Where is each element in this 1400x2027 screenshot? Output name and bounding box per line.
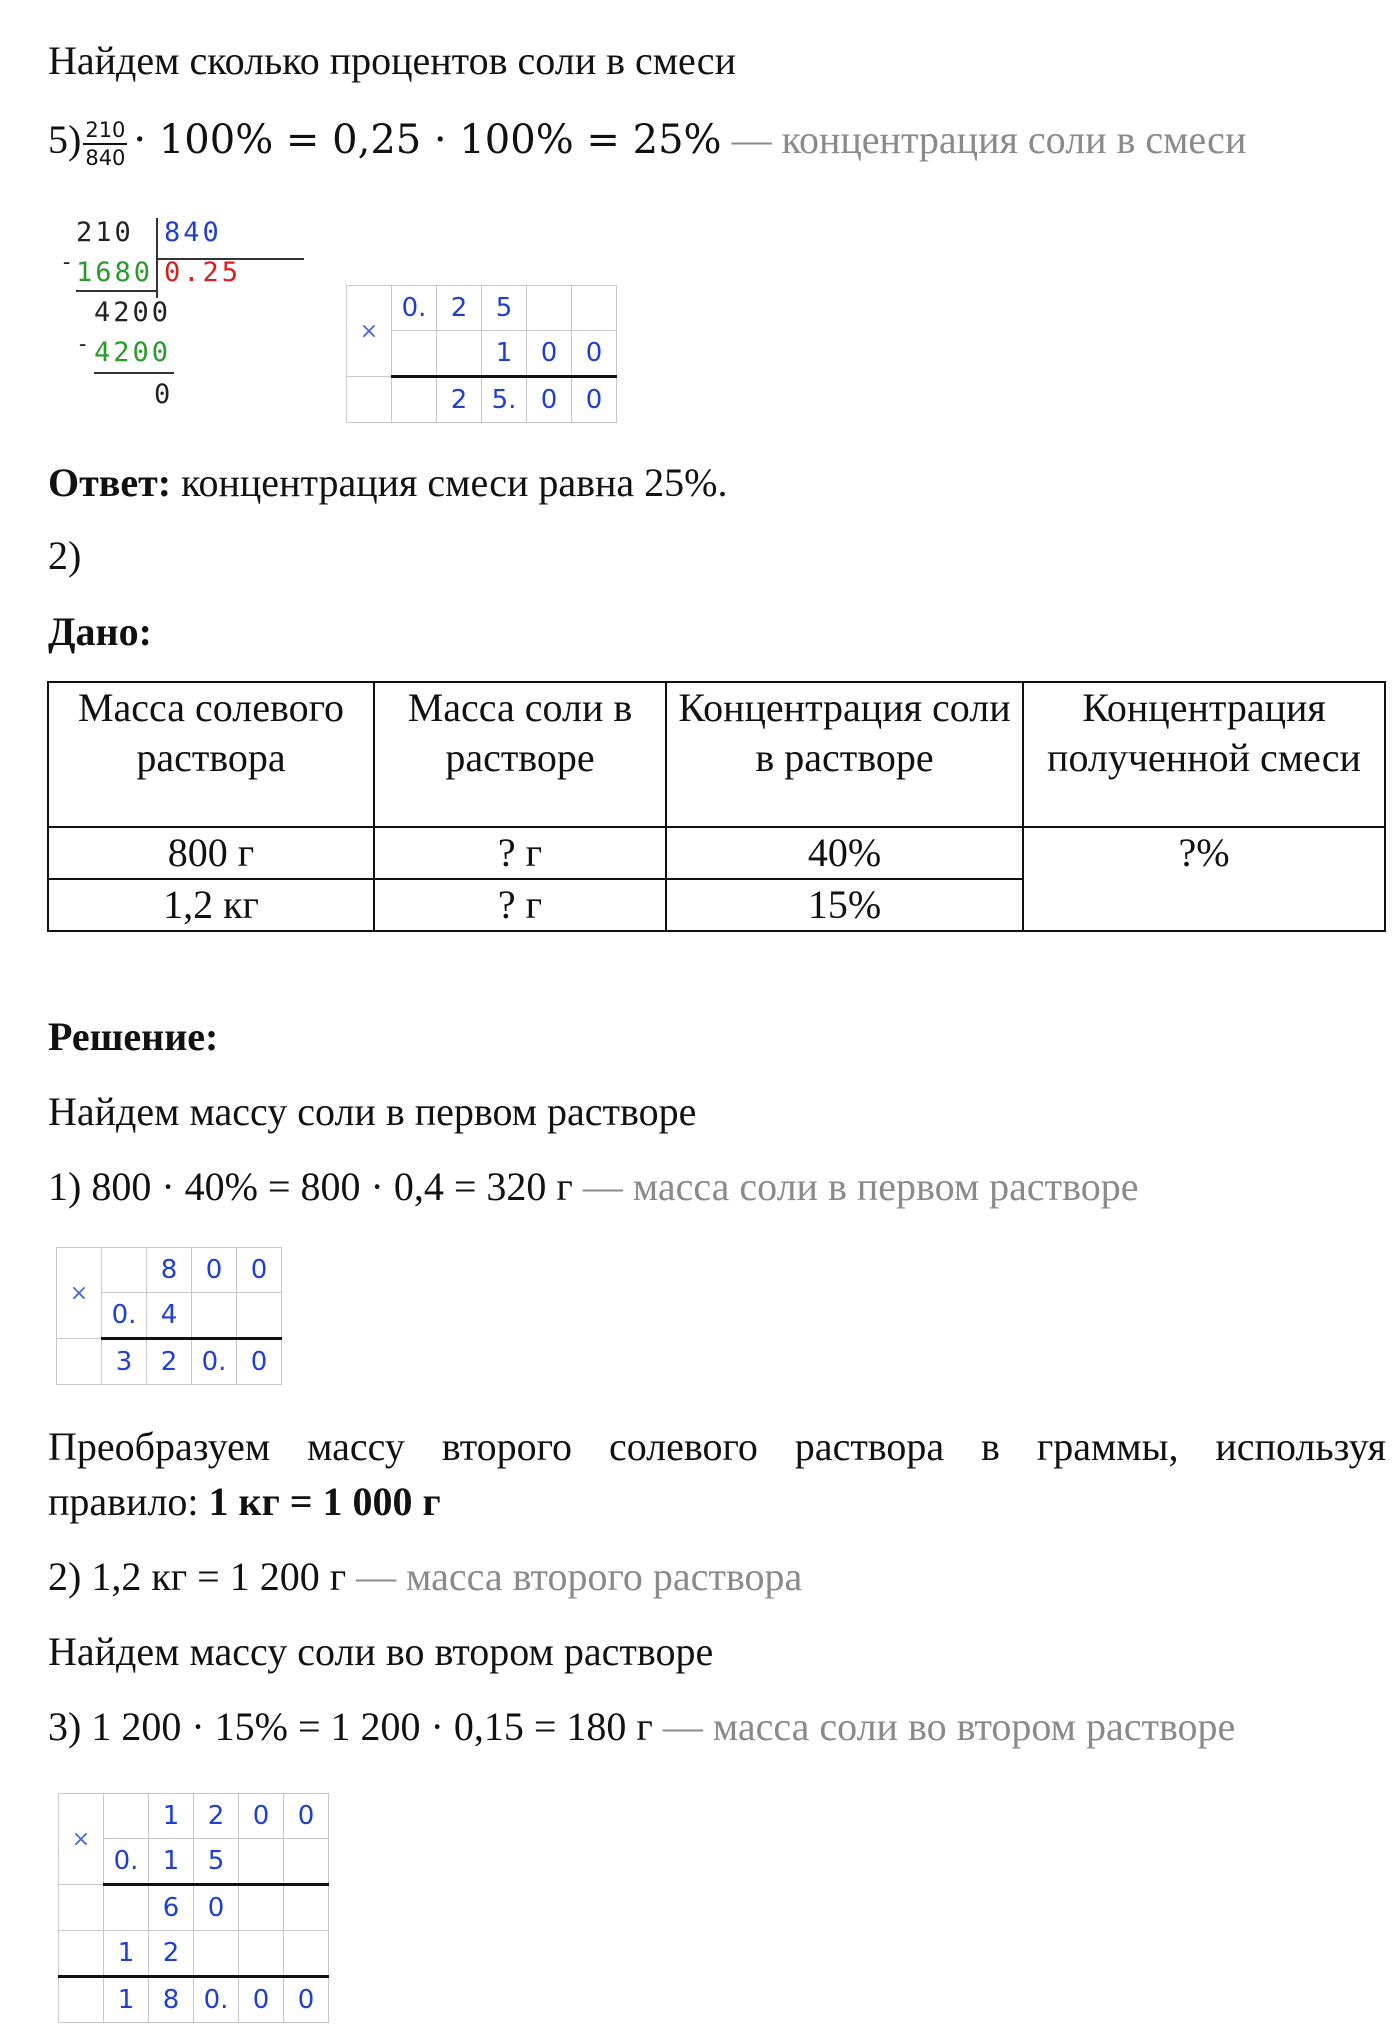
solution-label: Решение: — [48, 1014, 219, 1059]
multiplication-grid-1 — [346, 285, 617, 423]
convert-rule: 1 кг = 1 000 г — [208, 1479, 441, 1524]
table-cell: 15% — [666, 879, 1023, 931]
grid-cell — [102, 1248, 147, 1293]
grid-cell: 0 — [237, 1248, 282, 1293]
grid-cell: 5. — [482, 377, 527, 423]
step-1-expression: 1) 800 · 40% = 800 · 0,4 = 320 г — [48, 1164, 573, 1209]
grid-cell: 6 — [149, 1885, 194, 1931]
grid-cell: 1 — [482, 331, 527, 377]
grid-cell: 0 — [572, 377, 617, 423]
given-label: Дано: — [48, 609, 152, 654]
grid-cell: 0 — [527, 331, 572, 377]
table-cell: 1,2 кг — [48, 879, 374, 931]
grid-cell — [284, 1839, 329, 1885]
grid-cell — [59, 1931, 104, 1977]
grid-cell: 1 — [104, 1931, 149, 1977]
step-1-line — [48, 1163, 1139, 1211]
grid-cell: 0 — [237, 1339, 282, 1385]
division-minus-1: - — [60, 250, 77, 275]
grid-cell: 5 — [482, 286, 527, 331]
answer-label: Ответ: — [48, 460, 172, 505]
step-5-note: — концентрация соли в смеси — [731, 117, 1247, 162]
grid-cell: 0 — [527, 377, 572, 423]
grid-cell — [347, 377, 392, 423]
answer-text: концентрация смеси равна 25%. — [181, 460, 728, 505]
grid-cell — [192, 1293, 237, 1339]
table-header: Масса соли в растворе — [374, 682, 666, 827]
grid-cell: 1 — [149, 1794, 194, 1839]
answer-line — [48, 459, 728, 507]
division-remainder-2: 0 — [154, 379, 174, 410]
division-divisor: 840 — [164, 217, 222, 248]
table-header: Масса солевого раствора — [48, 682, 374, 827]
fraction-numerator: 210 — [83, 117, 127, 145]
step-5-line — [48, 116, 1246, 171]
grid-cell: 3 — [102, 1339, 147, 1385]
division-subtrahend-2: 4200 — [94, 337, 172, 368]
convert-rule-line — [48, 1478, 441, 1526]
grid-cell: 0 — [239, 1977, 284, 2023]
grid-cell: 2 — [437, 377, 482, 423]
division-line-2 — [94, 372, 174, 374]
fraction — [83, 117, 127, 171]
part-2-number: 2) — [48, 533, 82, 578]
division-line-1 — [76, 290, 156, 292]
grid-cell: 0 — [239, 1794, 284, 1839]
division-subtrahend-1: 1680 — [76, 257, 154, 288]
grid-cell — [284, 1885, 329, 1931]
grid-cell: 8 — [147, 1248, 192, 1293]
convert-rule-prefix: правило: — [48, 1479, 199, 1524]
grid-cell: 2 — [149, 1931, 194, 1977]
table-merged-cell: ?% — [1023, 827, 1385, 931]
step-1-note: — масса соли в первом растворе — [582, 1164, 1139, 1209]
step-2-note: — масса второго раствора — [356, 1554, 803, 1599]
grid-cell — [59, 1885, 104, 1931]
fraction-denominator: 840 — [85, 145, 126, 170]
multiply-sign: × — [347, 286, 392, 377]
grid-cell: 2 — [194, 1794, 239, 1839]
solution-line-2: Найдем массу соли во втором растворе — [48, 1629, 714, 1674]
grid-cell: 0. — [102, 1293, 147, 1339]
table-cell: 40% — [666, 827, 1023, 879]
table-cell: ? г — [374, 827, 666, 879]
step-3-line — [48, 1703, 1235, 1751]
grid-cell — [239, 1931, 284, 1977]
grid-cell: 0 — [194, 1885, 239, 1931]
grid-cell: 0. — [104, 1839, 149, 1885]
grid-cell: 0 — [572, 331, 617, 377]
grid-cell — [239, 1885, 284, 1931]
grid-cell: 2 — [437, 286, 482, 331]
table-header: Концентрация полученной смеси — [1023, 682, 1385, 827]
step-5-prefix: 5) — [48, 117, 82, 162]
grid-cell: 0. — [194, 1977, 239, 2023]
table-cell: ? г — [374, 879, 666, 931]
division-dividend: 210 — [76, 217, 134, 248]
step-5-expression: · 100% = 0,25 · 100% = 25% — [133, 117, 722, 163]
multiply-sign: × — [57, 1248, 102, 1339]
grid-cell: 2 — [147, 1339, 192, 1385]
division-quotient: 0.25 — [164, 257, 242, 288]
grid-cell: 4 — [147, 1293, 192, 1339]
solution-line-1: Найдем массу соли в первом растворе — [48, 1089, 697, 1134]
step-3-expression: 3) 1 200 · 15% = 1 200 · 0,15 = 180 г — [48, 1704, 653, 1749]
intro-text: Найдем сколько процентов соли в смеси — [48, 38, 736, 83]
grid-cell: 8 — [149, 1977, 194, 2023]
grid-cell: 0. — [192, 1339, 237, 1385]
grid-cell — [284, 1931, 329, 1977]
given-table — [47, 681, 1386, 932]
table-header: Концентрация соли в растворе — [666, 682, 1023, 827]
grid-cell: 1 — [149, 1839, 194, 1885]
multiplication-grid-2 — [56, 1247, 282, 1385]
convert-text: Преобразуем массу второго солевого раствора в граммы, используя — [48, 1424, 1386, 1469]
step-3-note: — масса соли во втором растворе — [662, 1704, 1236, 1749]
grid-cell — [239, 1839, 284, 1885]
long-division — [60, 218, 260, 418]
grid-cell — [104, 1794, 149, 1839]
multiply-sign: × — [59, 1794, 104, 1885]
grid-cell — [237, 1293, 282, 1339]
grid-cell — [59, 1977, 104, 2023]
grid-cell: 0. — [392, 286, 437, 331]
grid-cell — [104, 1885, 149, 1931]
grid-cell: 1 — [104, 1977, 149, 2023]
grid-cell: 0 — [284, 1794, 329, 1839]
division-minus-2: - — [76, 332, 93, 357]
grid-cell — [57, 1339, 102, 1385]
division-remainder-1: 4200 — [94, 297, 172, 328]
grid-cell — [527, 286, 572, 331]
step-2-expression: 2) 1,2 кг = 1 200 г — [48, 1554, 347, 1599]
grid-cell: 5 — [194, 1839, 239, 1885]
grid-cell — [572, 286, 617, 331]
multiplication-grid-3 — [58, 1793, 329, 2023]
grid-cell: 0 — [284, 1977, 329, 2023]
grid-cell — [437, 331, 482, 377]
division-quotient-bar — [156, 258, 304, 260]
table-cell: 800 г — [48, 827, 374, 879]
step-2-line — [48, 1553, 802, 1601]
grid-cell — [392, 331, 437, 377]
grid-cell — [392, 377, 437, 423]
grid-cell — [194, 1931, 239, 1977]
grid-cell: 0 — [192, 1248, 237, 1293]
